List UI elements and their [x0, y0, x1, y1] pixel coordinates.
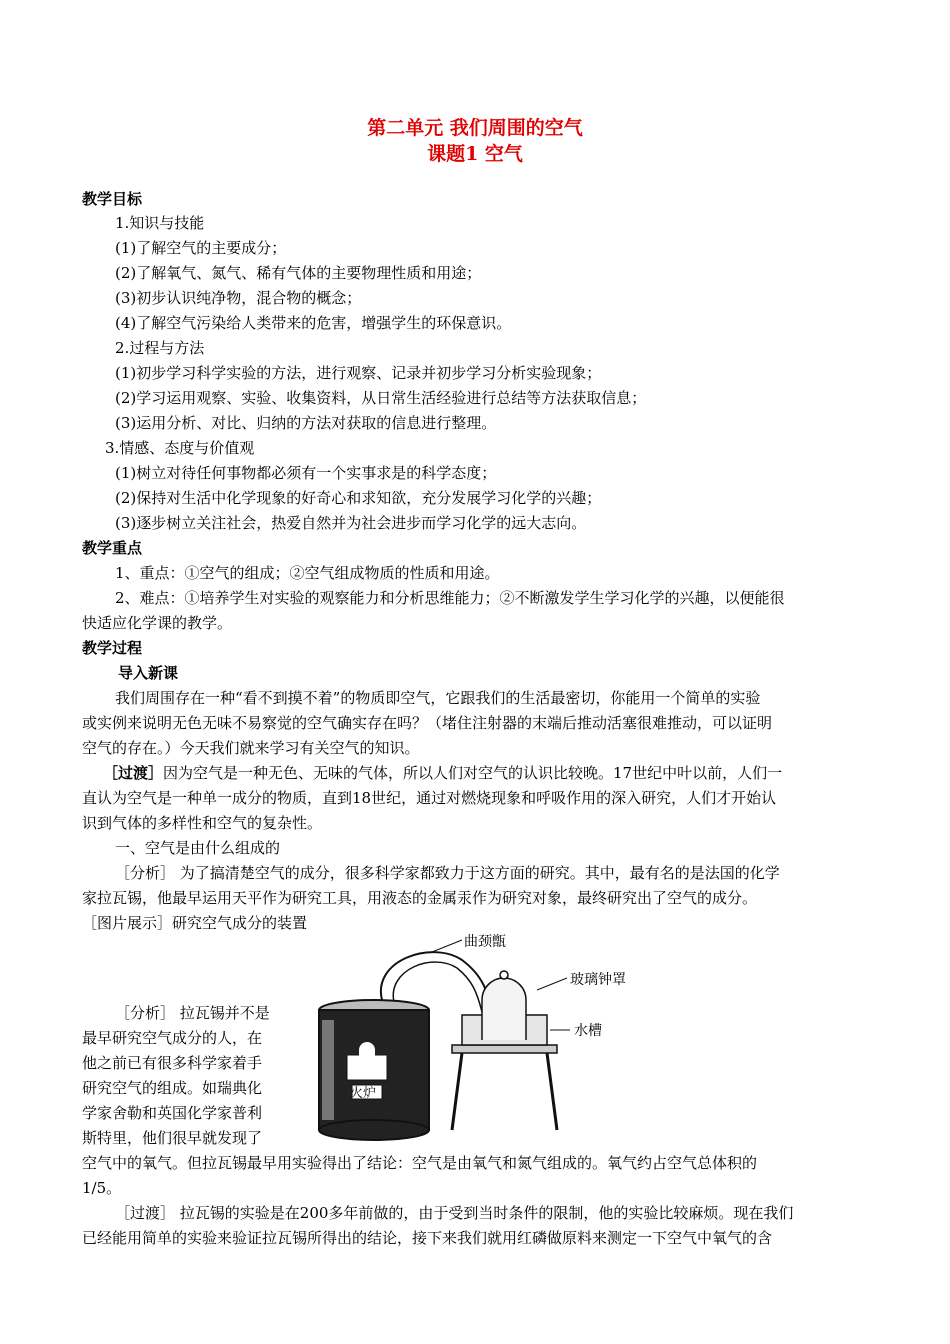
paragraph-line: 我们周围存在一种“看不到摸不着”的物质即空气，它跟我们的生活最密切，你能用一个简单的实验	[115, 689, 761, 707]
unit-title: 第二单元 我们周围的空气	[367, 117, 583, 139]
intro-heading: 导入新课	[118, 664, 179, 682]
keypoint-line: 1、重点：①空气的组成；②空气组成物质的性质和用途。	[115, 564, 500, 582]
process-item: (2)学习运用观察、实验、收集资料，从日常生活经验进行总结等方法获取信息；	[115, 389, 647, 407]
paragraph-line: 研究空气的组成。如瑞典化	[82, 1079, 263, 1097]
process-heading: 教学过程	[82, 639, 143, 657]
keypoints-heading: 教学重点	[82, 539, 143, 557]
paragraph-line: 空气的存在。）今天我们就来学习有关空气的知识。	[82, 739, 420, 757]
paragraph-line: 1/5。	[82, 1179, 122, 1197]
paragraph-line: ［分析］ 为了搞清楚空气的成分，很多科学家都致力于这方面的研究。其中，最有名的是法国的化学	[115, 864, 780, 882]
picture-caption: ［图片展示］研究空气成分的装置	[82, 914, 308, 932]
paragraph-line: 家拉瓦锡，他最早运用天平作为研究工具，用液态的金属汞作为研究对象，最终研究出了空气的成分。	[82, 889, 758, 907]
paragraph-line: 学家舍勒和英国化学家普利	[82, 1104, 263, 1122]
lavoisier-apparatus-figure	[312, 930, 642, 1145]
paragraph-line: 斯特里，他们很早就发现了	[82, 1129, 263, 1147]
paragraph-line: 空气中的氧气。但拉瓦锡最早用实验得出了结论：空气是由氧气和氮气组成的。氧气约占空气总体积的	[82, 1154, 758, 1172]
knowledge-item: (2)了解氧气、氮气、稀有气体的主要物理性质和用途；	[115, 264, 482, 282]
paragraph-line: 识到气体的多样性和空气的复杂性。	[82, 814, 323, 832]
figure-label-bell-jar: 玻璃钟罩	[570, 972, 626, 988]
knowledge-item: (4)了解空气污染给人类带来的危害，增强学生的环保意识。	[115, 314, 512, 332]
paragraph-line: 直认为空气是一种单一成分的物质，直到18世纪，通过对燃烧现象和呼吸作用的深入研究，人们才开始认	[82, 789, 777, 807]
keypoint-line: 2、难点：①培养学生对实验的观察能力和分析思维能力；②不断激发学生学习化学的兴趣，以便能很	[115, 589, 785, 607]
paragraph-line: 最早研究空气成分的人，在	[82, 1029, 263, 1047]
section-heading: 一、空气是由什么组成的	[115, 839, 281, 857]
process-item: (1)初步学习科学实验的方法，进行观察、记录并初步学习分析实验现象；	[115, 364, 602, 382]
emotion-item: (1)树立对待任何事物都必须有一个实事求是的科学态度；	[115, 464, 497, 482]
process-item: (3)运用分析、对比、归纳的方法对获取的信息进行整理。	[115, 414, 497, 432]
process-label: 2.过程与方法	[115, 339, 205, 357]
figure-label-retort: 曲颈甑	[464, 934, 506, 950]
knowledge-label: 1.知识与技能	[115, 214, 205, 232]
knowledge-item: (1)了解空气的主要成分；	[115, 239, 287, 257]
lesson-title: 课题1 空气	[427, 143, 523, 165]
emotion-item: (2)保持对生活中化学现象的好奇心和求知欲，充分发展学习化学的兴趣；	[115, 489, 602, 507]
keypoint-line: 快适应化学课的教学。	[82, 614, 233, 632]
transition-tag: ［过渡］	[103, 764, 164, 782]
paragraph-line: 或实例来说明无色无味不易察觉的空气确实存在吗？（堵住注射器的末端后推动活塞很难推动，可以证明	[82, 714, 773, 732]
paragraph-line: 他之前已有很多科学家着手	[82, 1054, 263, 1072]
paragraph-line: ［分析］ 拉瓦锡并不是	[115, 1004, 270, 1022]
objectives-heading: 教学目标	[82, 190, 143, 208]
figure-label-furnace: 火炉	[350, 1086, 377, 1101]
figure-label-trough: 水槽	[574, 1023, 602, 1039]
knowledge-item: (3)初步认识纯净物，混合物的概念；	[115, 289, 362, 307]
emotion-label: 3.情感、态度与价值观	[105, 439, 255, 457]
paragraph-line: 已经能用简单的实验来验证拉瓦锡所得出的结论，接下来我们就用红磷做原料来测定一下空气中氧气的含	[82, 1229, 773, 1247]
transition-line: ［过渡］因为空气是一种无色、无味的气体，所以人们对空气的认识比较晚。17世纪中叶以前，人们一	[103, 764, 783, 782]
emotion-item: (3)逐步树立关注社会，热爱自然并为社会进步而学习化学的远大志向。	[115, 514, 587, 532]
paragraph-line: ［过渡］ 拉瓦锡的实验是在200多年前做的，由于受到当时条件的限制，他的实验比较麻烦。现在我们	[115, 1204, 794, 1222]
